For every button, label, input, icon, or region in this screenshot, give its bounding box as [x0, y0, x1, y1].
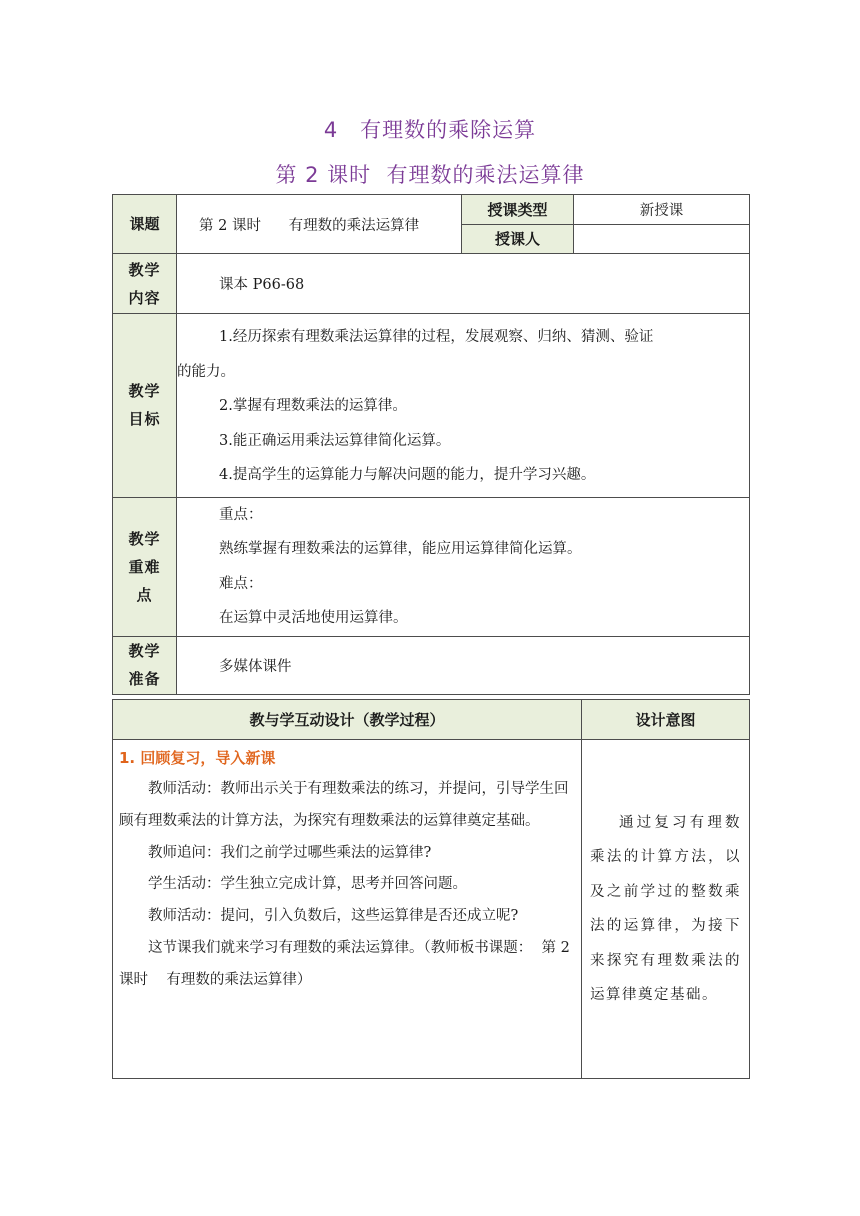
process-paragraph: 学生活动：学生独立完成计算，思考并回答问题。 [148, 876, 467, 893]
goals-label-text: 教学目标 [128, 382, 161, 429]
keypoint-line: 重点： [219, 506, 263, 523]
process-paragraph: 这节课我们就来学习有理数的乘法运算律。（教师板书课题： 第 2 课时 有理数的乘法运算律） [119, 939, 575, 988]
goal-line: 的能力。 [177, 363, 235, 380]
process-body [113, 740, 582, 1079]
design-intent [582, 740, 750, 1079]
content-label [113, 254, 177, 314]
goals-label [113, 314, 177, 498]
lesson-title: 4 有理数的乘除运算 [323, 118, 537, 142]
teaching-process-table [112, 699, 750, 1079]
keypoint-line: 难点： [219, 575, 263, 592]
prep-label [113, 636, 177, 694]
lesson-subtitle: 第 2 课时 有理数的乘法运算律 [275, 163, 585, 187]
teacher-value [574, 225, 750, 254]
goals-cell [177, 314, 750, 498]
topic-label: 课题 [113, 195, 177, 254]
lesson-info-table [112, 194, 750, 695]
intent-header: 设计意图 [582, 700, 750, 740]
process-paragraph: 教师追问：我们之前学过哪些乘法的运算律? [148, 844, 432, 861]
keypoints-cell [177, 497, 750, 636]
content-value: 课本 P66-68 [177, 254, 750, 314]
process-paragraph: 教师活动：教师出示关于有理数乘法的练习，并提问，引导学生回顾有理数乘法的计算方法，为探究有理数乘法的运算律奠定基础。 [119, 781, 569, 829]
process-header: 教与学互动设计（教学过程） [113, 700, 582, 740]
prep-label-text: 教学准备 [128, 642, 161, 688]
keypoint-line: 熟练掌握有理数乘法的运算律，能应用运算律简化运算。 [219, 541, 582, 557]
content-label-text: 教学内容 [128, 260, 161, 307]
goal-line: 1.经历探索有理数乘法运算律的过程，发展观察、归纳、猜测、验证 [219, 329, 654, 345]
goal-line: 2.掌握有理数乘法的运算律。 [219, 398, 407, 414]
lesson-type-label: 授课类型 [462, 195, 574, 225]
goal-line: 3.能正确运用乘法运算律简化运算。 [219, 432, 451, 449]
lesson-type-value: 新授课 [574, 195, 750, 225]
design-intent-text: 通过复习有理数乘法的计算方法，以及之前学过的整数乘法的运算律，为接下来探究有理数乘法的运算律奠定基础。 [590, 814, 741, 1003]
prep-value: 多媒体课件 [177, 636, 750, 694]
topic-value: 第 2 课时 有理数的乘法运算律 [177, 195, 462, 254]
teacher-label: 授课人 [462, 225, 574, 254]
process-paragraph: 教师活动：提问，引入负数后，这些运算律是否还成立呢? [148, 908, 519, 925]
keypoints-label-text: 教学重难点 [128, 529, 161, 604]
keypoints-label [113, 497, 177, 636]
section-title: 1. 回顾复习，导入新课 [119, 749, 276, 767]
keypoint-line: 在运算中灵活地使用运算律。 [219, 610, 408, 626]
goal-line: 4.提高学生的运算能力与解决问题的能力，提升学习兴趣。 [219, 467, 596, 483]
